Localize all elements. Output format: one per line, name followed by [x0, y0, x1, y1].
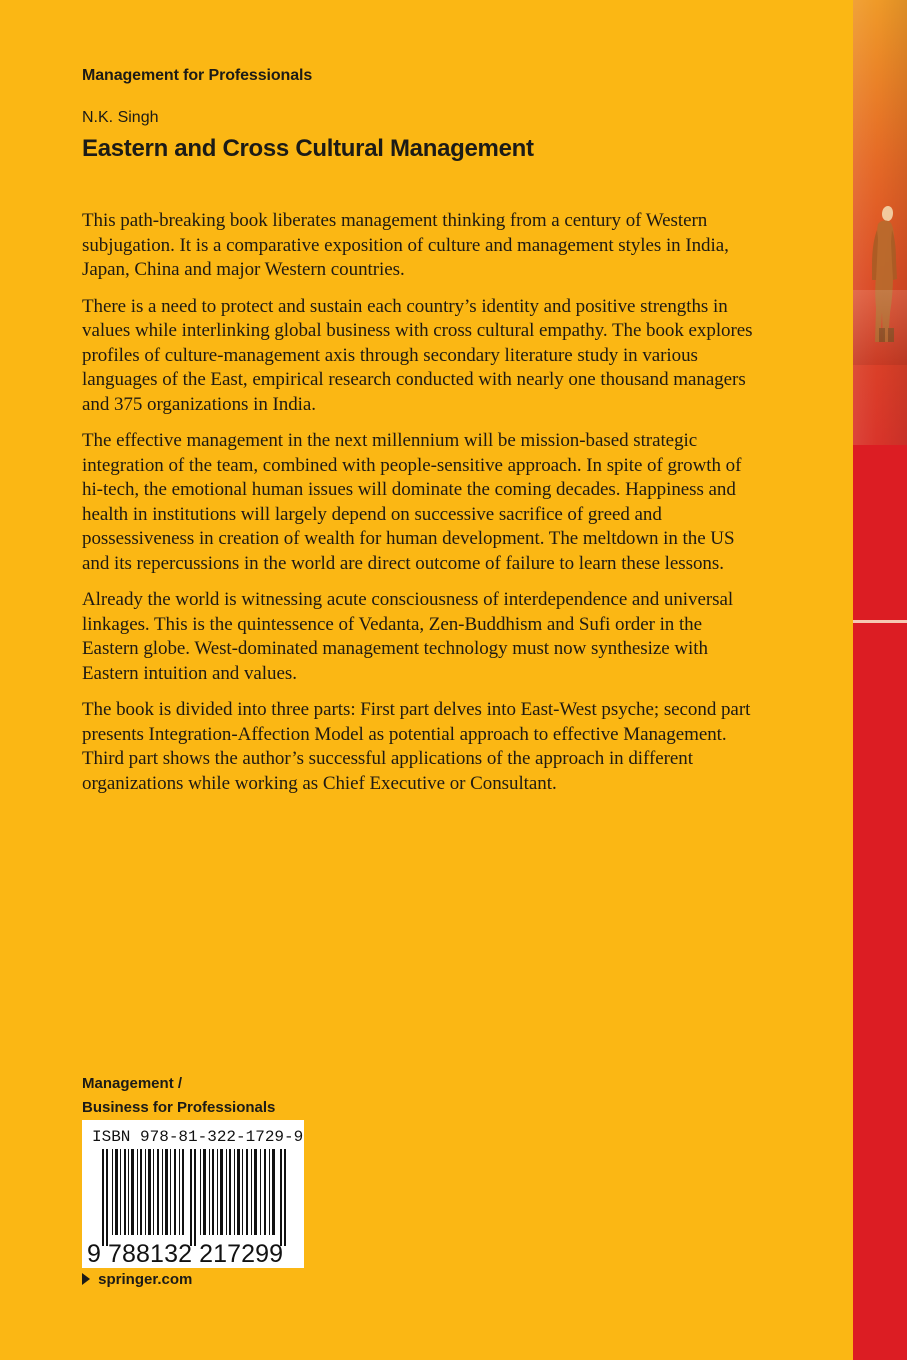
category-line-2: Business for Professionals — [82, 1099, 276, 1116]
description-paragraph-1: This path-breaking book liberates management thinking from a century of Western subjugation. It is a comparative exposition of culture and management styles in India, Japan, China and major Western countries. — [82, 210, 729, 280]
triangle-right-icon — [82, 1273, 90, 1285]
book-title: Eastern and Cross Cultural Management — [82, 135, 534, 162]
website-link[interactable] — [82, 1271, 192, 1288]
description-paragraph-5: The book is divided into three parts: First part delves into East-West psyche; second part presents Integration-Affection Model as potential approach to effective Management. Third part shows the author’s successful applications of the approach in different organizations while working as Chief Executive or Consultant. — [82, 699, 751, 794]
isbn-label: ISBN 978-81-322-1729-9 — [92, 1128, 304, 1146]
barcode-number: 9 788132 217299 — [87, 1240, 284, 1268]
description-paragraph-3: The effective management in the next millennium will be mission-based strategic integration of the team, combined with people-sensitive approach. In spite of growth of hi-tech, the emotional human issues will dominate the coming decades. Happiness and health in institutions will largely depend on successive sacrifice of greed and possessiveness in creation of wealth for human development. The meltdown in the US and its repercussions in the world are direct outcome of failure to learn these lessons. — [82, 430, 742, 574]
figure-group — [872, 206, 897, 342]
spine-strip — [853, 0, 907, 1360]
website-text: springer.com — [98, 1271, 193, 1288]
series-title: Management for Professionals — [82, 67, 313, 84]
barcode-icon — [102, 1149, 286, 1246]
spine-red-band — [853, 445, 907, 1360]
category-label — [82, 1072, 275, 1120]
description-block — [82, 209, 757, 808]
author-name: N.K. Singh — [82, 109, 159, 126]
description-paragraph-2: There is a need to protect and sustain each country’s identity and positive strengths in values while interlinking global business with cross cultural empathy. The book explores profiles of culture-management axis through secondary literature study in various languages of the East, empirical research conducted with nearly one thousand managers and 375 organizations in India. — [82, 295, 753, 415]
spine-photo — [853, 0, 907, 445]
standing-man-figure — [867, 206, 901, 350]
spine-divider-line — [853, 620, 907, 623]
category-line-1: Management / — [82, 1075, 183, 1092]
description-paragraph-4: Already the world is witnessing acute consciousness of interdependence and universal linkages. This is the quintessence of Vedanta, Zen-Buddhism and Sufi order in the Eastern globe. West-dominated management technology must now synthesize with Eastern intuition and values. — [82, 589, 734, 684]
barcode-panel — [82, 1120, 304, 1268]
barcode-bars — [102, 1149, 286, 1246]
